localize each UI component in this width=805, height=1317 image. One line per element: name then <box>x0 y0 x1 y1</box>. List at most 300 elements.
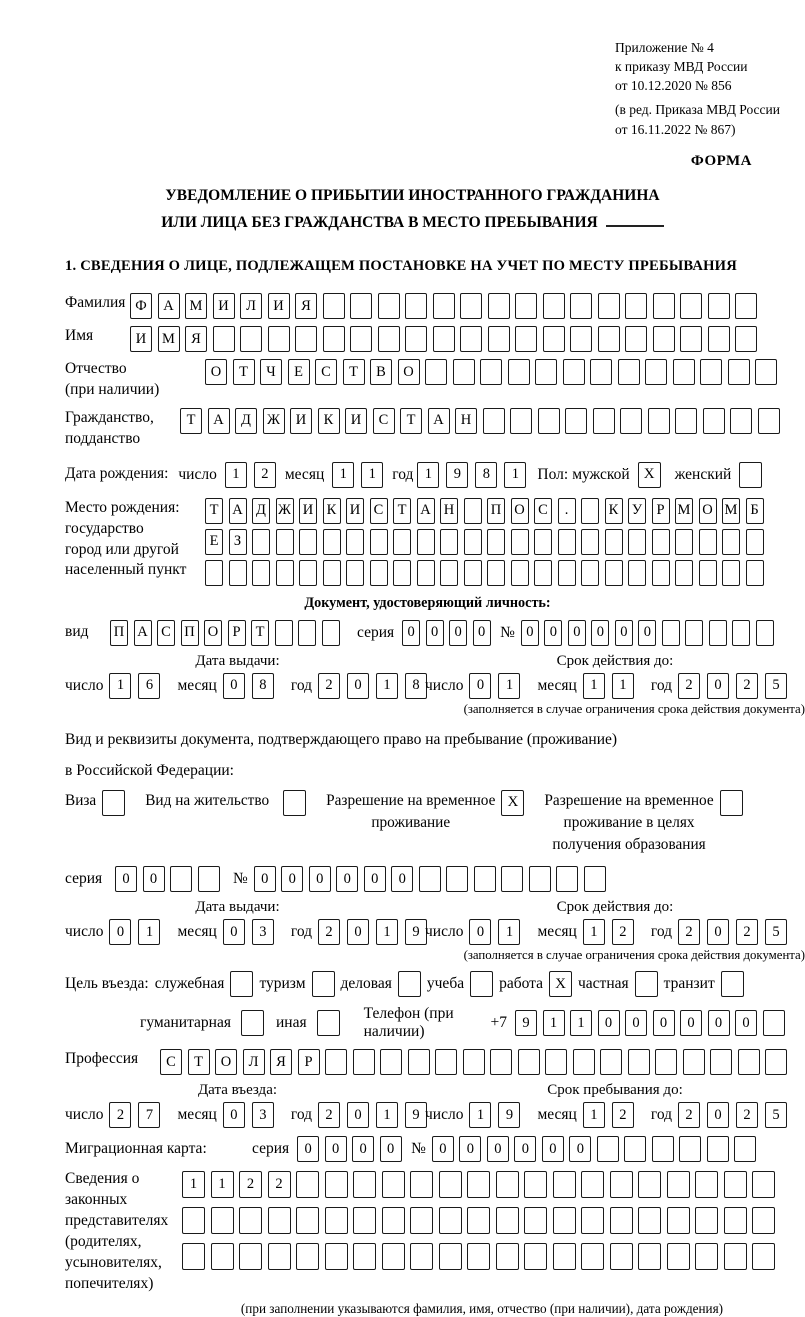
char-box[interactable] <box>605 560 623 586</box>
char-box[interactable] <box>543 326 565 352</box>
char-box[interactable]: А <box>417 498 435 524</box>
char-box[interactable]: 9 <box>405 919 427 945</box>
char-box[interactable] <box>268 1207 291 1234</box>
char-box[interactable]: М <box>185 293 207 319</box>
char-box[interactable] <box>496 1243 519 1270</box>
char-box[interactable]: 0 <box>680 1010 702 1036</box>
char-box[interactable]: П <box>181 620 199 646</box>
char-box[interactable]: С <box>315 359 337 385</box>
char-box[interactable] <box>229 560 247 586</box>
char-box[interactable] <box>620 408 642 434</box>
char-box[interactable] <box>735 293 757 319</box>
char-box[interactable] <box>393 560 411 586</box>
char-box[interactable] <box>534 529 552 555</box>
char-box[interactable] <box>439 1207 462 1234</box>
char-box[interactable]: 1 <box>332 462 354 488</box>
char-box[interactable] <box>460 326 482 352</box>
char-box[interactable] <box>600 1049 622 1075</box>
char-box[interactable]: Ф <box>130 293 152 319</box>
char-box[interactable] <box>638 1243 661 1270</box>
char-box[interactable]: О <box>204 620 222 646</box>
char-box[interactable] <box>433 326 455 352</box>
char-box[interactable] <box>565 408 587 434</box>
char-box[interactable]: 2 <box>736 1102 758 1128</box>
char-box[interactable] <box>425 359 447 385</box>
char-box[interactable] <box>410 1171 433 1198</box>
char-box[interactable]: 2 <box>318 673 340 699</box>
char-box[interactable] <box>487 529 505 555</box>
char-box[interactable]: О <box>699 498 717 524</box>
char-box[interactable]: 0 <box>625 1010 647 1036</box>
char-box[interactable] <box>662 620 680 646</box>
char-box[interactable] <box>524 1243 547 1270</box>
char-box[interactable] <box>296 1171 319 1198</box>
char-box[interactable]: 1 <box>361 462 383 488</box>
char-box[interactable] <box>325 1171 348 1198</box>
char-box[interactable] <box>735 326 757 352</box>
char-box[interactable] <box>511 529 529 555</box>
char-box[interactable] <box>323 560 341 586</box>
char-box[interactable] <box>695 1207 718 1234</box>
char-box[interactable]: К <box>605 498 623 524</box>
char-box[interactable]: 2 <box>736 919 758 945</box>
char-box[interactable] <box>464 560 482 586</box>
char-box[interactable]: 1 <box>498 919 520 945</box>
char-box[interactable] <box>652 1136 674 1162</box>
char-box[interactable]: 1 <box>543 1010 565 1036</box>
char-box[interactable] <box>370 529 388 555</box>
char-box[interactable] <box>628 529 646 555</box>
purpose-study-checkbox[interactable] <box>470 971 493 997</box>
purpose-other-checkbox[interactable] <box>317 1010 340 1036</box>
char-box[interactable] <box>323 529 341 555</box>
char-box[interactable] <box>755 359 777 385</box>
char-box[interactable]: 0 <box>469 673 491 699</box>
char-box[interactable] <box>239 1243 262 1270</box>
char-box[interactable]: Е <box>288 359 310 385</box>
char-box[interactable] <box>679 1136 701 1162</box>
char-box[interactable] <box>752 1207 775 1234</box>
char-box[interactable] <box>628 1049 650 1075</box>
char-box[interactable]: 0 <box>568 620 586 646</box>
char-box[interactable] <box>268 326 290 352</box>
char-box[interactable]: 2 <box>254 462 276 488</box>
char-box[interactable]: 0 <box>615 620 633 646</box>
char-box[interactable]: 0 <box>309 866 331 892</box>
char-box[interactable] <box>323 293 345 319</box>
char-box[interactable]: 0 <box>735 1010 757 1036</box>
char-box[interactable] <box>570 293 592 319</box>
char-box[interactable] <box>182 1207 205 1234</box>
char-box[interactable] <box>211 1243 234 1270</box>
char-box[interactable]: 0 <box>469 919 491 945</box>
char-box[interactable]: Д <box>235 408 257 434</box>
char-box[interactable] <box>695 1243 718 1270</box>
char-box[interactable]: 0 <box>281 866 303 892</box>
char-box[interactable]: 1 <box>138 919 160 945</box>
char-box[interactable]: 3 <box>252 1102 274 1128</box>
char-box[interactable]: 1 <box>570 1010 592 1036</box>
char-box[interactable] <box>756 620 774 646</box>
char-box[interactable] <box>545 1049 567 1075</box>
char-box[interactable] <box>581 1207 604 1234</box>
char-box[interactable]: Л <box>240 293 262 319</box>
char-box[interactable] <box>709 620 727 646</box>
char-box[interactable]: И <box>299 498 317 524</box>
char-box[interactable]: О <box>511 498 529 524</box>
char-box[interactable] <box>322 620 340 646</box>
char-box[interactable]: Ж <box>276 498 294 524</box>
char-box[interactable] <box>508 359 530 385</box>
char-box[interactable]: П <box>110 620 128 646</box>
char-box[interactable]: А <box>229 498 247 524</box>
char-box[interactable] <box>610 1171 633 1198</box>
char-box[interactable] <box>382 1243 405 1270</box>
char-box[interactable]: Л <box>243 1049 265 1075</box>
char-box[interactable] <box>593 408 615 434</box>
char-box[interactable]: К <box>318 408 340 434</box>
purpose-private-checkbox[interactable] <box>635 971 658 997</box>
char-box[interactable] <box>417 560 435 586</box>
char-box[interactable]: 0 <box>487 1136 509 1162</box>
char-box[interactable]: 0 <box>391 866 413 892</box>
char-box[interactable]: 6 <box>138 673 160 699</box>
char-box[interactable] <box>605 529 623 555</box>
char-box[interactable]: П <box>487 498 505 524</box>
char-box[interactable]: И <box>290 408 312 434</box>
char-box[interactable]: С <box>370 498 388 524</box>
char-box[interactable] <box>758 408 780 434</box>
char-box[interactable] <box>553 1243 576 1270</box>
char-box[interactable]: 1 <box>504 462 526 488</box>
char-box[interactable]: А <box>158 293 180 319</box>
purpose-official-checkbox[interactable] <box>230 971 253 997</box>
char-box[interactable]: У <box>628 498 646 524</box>
char-box[interactable] <box>680 326 702 352</box>
char-box[interactable]: 9 <box>405 1102 427 1128</box>
char-box[interactable] <box>581 560 599 586</box>
char-box[interactable]: 0 <box>347 673 369 699</box>
char-box[interactable] <box>298 620 316 646</box>
char-box[interactable] <box>467 1243 490 1270</box>
char-box[interactable] <box>724 1243 747 1270</box>
char-box[interactable]: 0 <box>223 673 245 699</box>
char-box[interactable] <box>573 1049 595 1075</box>
char-box[interactable]: 0 <box>402 620 420 646</box>
char-box[interactable]: О <box>215 1049 237 1075</box>
char-box[interactable] <box>410 1243 433 1270</box>
char-box[interactable]: Ж <box>263 408 285 434</box>
char-box[interactable] <box>535 359 557 385</box>
char-box[interactable]: 1 <box>109 673 131 699</box>
char-box[interactable] <box>728 359 750 385</box>
char-box[interactable]: Т <box>343 359 365 385</box>
char-box[interactable]: 0 <box>514 1136 536 1162</box>
char-box[interactable] <box>205 560 223 586</box>
char-box[interactable]: Т <box>180 408 202 434</box>
char-box[interactable] <box>433 293 455 319</box>
char-box[interactable] <box>467 1207 490 1234</box>
char-box[interactable] <box>325 1207 348 1234</box>
char-box[interactable]: 0 <box>473 620 491 646</box>
char-box[interactable] <box>405 293 427 319</box>
char-box[interactable] <box>325 1049 347 1075</box>
char-box[interactable]: 2 <box>612 919 634 945</box>
char-box[interactable]: Д <box>252 498 270 524</box>
char-box[interactable] <box>675 529 693 555</box>
char-box[interactable] <box>553 1207 576 1234</box>
char-box[interactable]: 0 <box>352 1136 374 1162</box>
char-box[interactable] <box>296 1207 319 1234</box>
char-box[interactable]: Т <box>251 620 269 646</box>
char-box[interactable] <box>746 529 764 555</box>
char-box[interactable]: 5 <box>765 919 787 945</box>
char-box[interactable] <box>524 1207 547 1234</box>
char-box[interactable] <box>610 1243 633 1270</box>
char-box[interactable] <box>724 1207 747 1234</box>
char-box[interactable] <box>480 359 502 385</box>
char-box[interactable]: А <box>208 408 230 434</box>
char-box[interactable] <box>378 293 400 319</box>
char-box[interactable] <box>488 293 510 319</box>
char-box[interactable]: А <box>428 408 450 434</box>
char-box[interactable] <box>268 1243 291 1270</box>
char-box[interactable] <box>240 326 262 352</box>
char-box[interactable]: С <box>373 408 395 434</box>
char-box[interactable]: Я <box>295 293 317 319</box>
char-box[interactable]: 0 <box>223 1102 245 1128</box>
char-box[interactable] <box>618 359 640 385</box>
visa-checkbox[interactable] <box>102 790 125 816</box>
char-box[interactable]: З <box>229 529 247 555</box>
char-box[interactable]: Н <box>455 408 477 434</box>
char-box[interactable]: К <box>323 498 341 524</box>
char-box[interactable]: Ч <box>260 359 282 385</box>
char-box[interactable] <box>346 529 364 555</box>
char-box[interactable] <box>252 529 270 555</box>
char-box[interactable] <box>584 866 606 892</box>
char-box[interactable]: И <box>213 293 235 319</box>
purpose-work-checkbox[interactable]: X <box>549 971 572 997</box>
char-box[interactable] <box>675 408 697 434</box>
char-box[interactable] <box>680 293 702 319</box>
char-box[interactable] <box>440 560 458 586</box>
char-box[interactable] <box>325 1243 348 1270</box>
char-box[interactable]: Р <box>652 498 670 524</box>
char-box[interactable] <box>275 620 293 646</box>
char-box[interactable] <box>439 1171 462 1198</box>
char-box[interactable] <box>515 293 537 319</box>
char-box[interactable]: 0 <box>708 1010 730 1036</box>
char-box[interactable] <box>722 529 740 555</box>
char-box[interactable] <box>653 293 675 319</box>
char-box[interactable]: 2 <box>318 919 340 945</box>
char-box[interactable] <box>405 326 427 352</box>
char-box[interactable]: 1 <box>376 1102 398 1128</box>
char-box[interactable]: 0 <box>347 1102 369 1128</box>
female-checkbox[interactable] <box>739 462 762 488</box>
char-box[interactable] <box>464 498 482 524</box>
char-box[interactable] <box>703 408 725 434</box>
char-box[interactable]: 0 <box>426 620 444 646</box>
char-box[interactable]: О <box>205 359 227 385</box>
char-box[interactable]: 0 <box>598 1010 620 1036</box>
char-box[interactable] <box>182 1243 205 1270</box>
char-box[interactable]: 0 <box>254 866 276 892</box>
char-box[interactable] <box>610 1207 633 1234</box>
char-box[interactable] <box>667 1207 690 1234</box>
temp-residence-edu-checkbox[interactable] <box>720 790 743 816</box>
char-box[interactable] <box>211 1207 234 1234</box>
char-box[interactable]: 1 <box>376 919 398 945</box>
char-box[interactable]: 1 <box>583 1102 605 1128</box>
char-box[interactable] <box>675 560 693 586</box>
char-box[interactable] <box>710 1049 732 1075</box>
char-box[interactable] <box>655 1049 677 1075</box>
char-box[interactable]: И <box>268 293 290 319</box>
char-box[interactable]: О <box>398 359 420 385</box>
char-box[interactable]: 9 <box>446 462 468 488</box>
char-box[interactable] <box>543 293 565 319</box>
char-box[interactable]: 1 <box>498 673 520 699</box>
char-box[interactable]: 5 <box>765 1102 787 1128</box>
char-box[interactable] <box>518 1049 540 1075</box>
char-box[interactable] <box>483 408 505 434</box>
char-box[interactable] <box>346 560 364 586</box>
char-box[interactable]: С <box>160 1049 182 1075</box>
char-box[interactable]: Я <box>185 326 207 352</box>
char-box[interactable]: 8 <box>405 673 427 699</box>
char-box[interactable] <box>652 529 670 555</box>
char-box[interactable] <box>597 1136 619 1162</box>
char-box[interactable] <box>722 560 740 586</box>
char-box[interactable]: Т <box>393 498 411 524</box>
char-box[interactable] <box>467 1171 490 1198</box>
char-box[interactable] <box>625 326 647 352</box>
char-box[interactable] <box>295 326 317 352</box>
char-box[interactable]: 0 <box>449 620 467 646</box>
char-box[interactable]: 2 <box>612 1102 634 1128</box>
char-box[interactable] <box>511 560 529 586</box>
char-box[interactable] <box>435 1049 457 1075</box>
char-box[interactable]: 1 <box>225 462 247 488</box>
char-box[interactable] <box>558 529 576 555</box>
char-box[interactable] <box>653 326 675 352</box>
char-box[interactable] <box>382 1171 405 1198</box>
char-box[interactable] <box>625 293 647 319</box>
char-box[interactable]: 2 <box>678 919 700 945</box>
char-box[interactable] <box>276 529 294 555</box>
temp-residence-checkbox[interactable]: X <box>501 790 524 816</box>
char-box[interactable] <box>667 1243 690 1270</box>
char-box[interactable] <box>738 1049 760 1075</box>
char-box[interactable]: 2 <box>318 1102 340 1128</box>
char-box[interactable] <box>746 560 764 586</box>
purpose-transit-checkbox[interactable] <box>721 971 744 997</box>
char-box[interactable]: 1 <box>376 673 398 699</box>
char-box[interactable]: 0 <box>380 1136 402 1162</box>
char-box[interactable]: Т <box>188 1049 210 1075</box>
char-box[interactable] <box>353 1243 376 1270</box>
char-box[interactable] <box>446 866 468 892</box>
char-box[interactable]: 0 <box>432 1136 454 1162</box>
purpose-business-checkbox[interactable] <box>398 971 421 997</box>
char-box[interactable]: 2 <box>736 673 758 699</box>
char-box[interactable] <box>170 866 192 892</box>
char-box[interactable] <box>648 408 670 434</box>
char-box[interactable] <box>570 326 592 352</box>
char-box[interactable] <box>496 1171 519 1198</box>
char-box[interactable]: 0 <box>707 673 729 699</box>
char-box[interactable] <box>581 498 599 524</box>
char-box[interactable] <box>198 866 220 892</box>
char-box[interactable] <box>598 326 620 352</box>
char-box[interactable] <box>529 866 551 892</box>
char-box[interactable]: 0 <box>544 620 562 646</box>
char-box[interactable]: 0 <box>521 620 539 646</box>
char-box[interactable] <box>538 408 560 434</box>
char-box[interactable]: Т <box>400 408 422 434</box>
char-box[interactable] <box>590 359 612 385</box>
char-box[interactable]: 2 <box>109 1102 131 1128</box>
char-box[interactable] <box>370 560 388 586</box>
char-box[interactable]: 0 <box>707 919 729 945</box>
char-box[interactable] <box>685 620 703 646</box>
char-box[interactable]: Я <box>270 1049 292 1075</box>
char-box[interactable]: 0 <box>297 1136 319 1162</box>
char-box[interactable]: 1 <box>469 1102 491 1128</box>
char-box[interactable] <box>707 1136 729 1162</box>
char-box[interactable] <box>763 1010 785 1036</box>
char-box[interactable] <box>496 1207 519 1234</box>
char-box[interactable]: 0 <box>223 919 245 945</box>
char-box[interactable]: 1 <box>211 1171 234 1198</box>
char-box[interactable]: 0 <box>115 866 137 892</box>
char-box[interactable]: 1 <box>583 919 605 945</box>
char-box[interactable]: 0 <box>653 1010 675 1036</box>
char-box[interactable] <box>419 866 441 892</box>
char-box[interactable] <box>624 1136 646 1162</box>
char-box[interactable] <box>765 1049 787 1075</box>
char-box[interactable] <box>439 1243 462 1270</box>
char-box[interactable]: 9 <box>515 1010 537 1036</box>
char-box[interactable] <box>353 1171 376 1198</box>
char-box[interactable] <box>638 1207 661 1234</box>
char-box[interactable]: 0 <box>364 866 386 892</box>
char-box[interactable]: С <box>534 498 552 524</box>
char-box[interactable]: 2 <box>239 1171 262 1198</box>
char-box[interactable] <box>673 359 695 385</box>
char-box[interactable] <box>638 1171 661 1198</box>
char-box[interactable] <box>734 1136 756 1162</box>
male-checkbox[interactable]: X <box>638 462 661 488</box>
char-box[interactable]: М <box>158 326 180 352</box>
char-box[interactable] <box>724 1171 747 1198</box>
char-box[interactable]: Р <box>298 1049 320 1075</box>
char-box[interactable] <box>563 359 585 385</box>
char-box[interactable] <box>699 560 717 586</box>
char-box[interactable]: 0 <box>638 620 656 646</box>
char-box[interactable] <box>598 293 620 319</box>
char-box[interactable]: Т <box>205 498 223 524</box>
char-box[interactable] <box>299 529 317 555</box>
char-box[interactable] <box>460 293 482 319</box>
char-box[interactable] <box>353 1207 376 1234</box>
char-box[interactable]: А <box>134 620 152 646</box>
char-box[interactable] <box>581 529 599 555</box>
char-box[interactable]: 0 <box>707 1102 729 1128</box>
char-box[interactable] <box>581 1171 604 1198</box>
